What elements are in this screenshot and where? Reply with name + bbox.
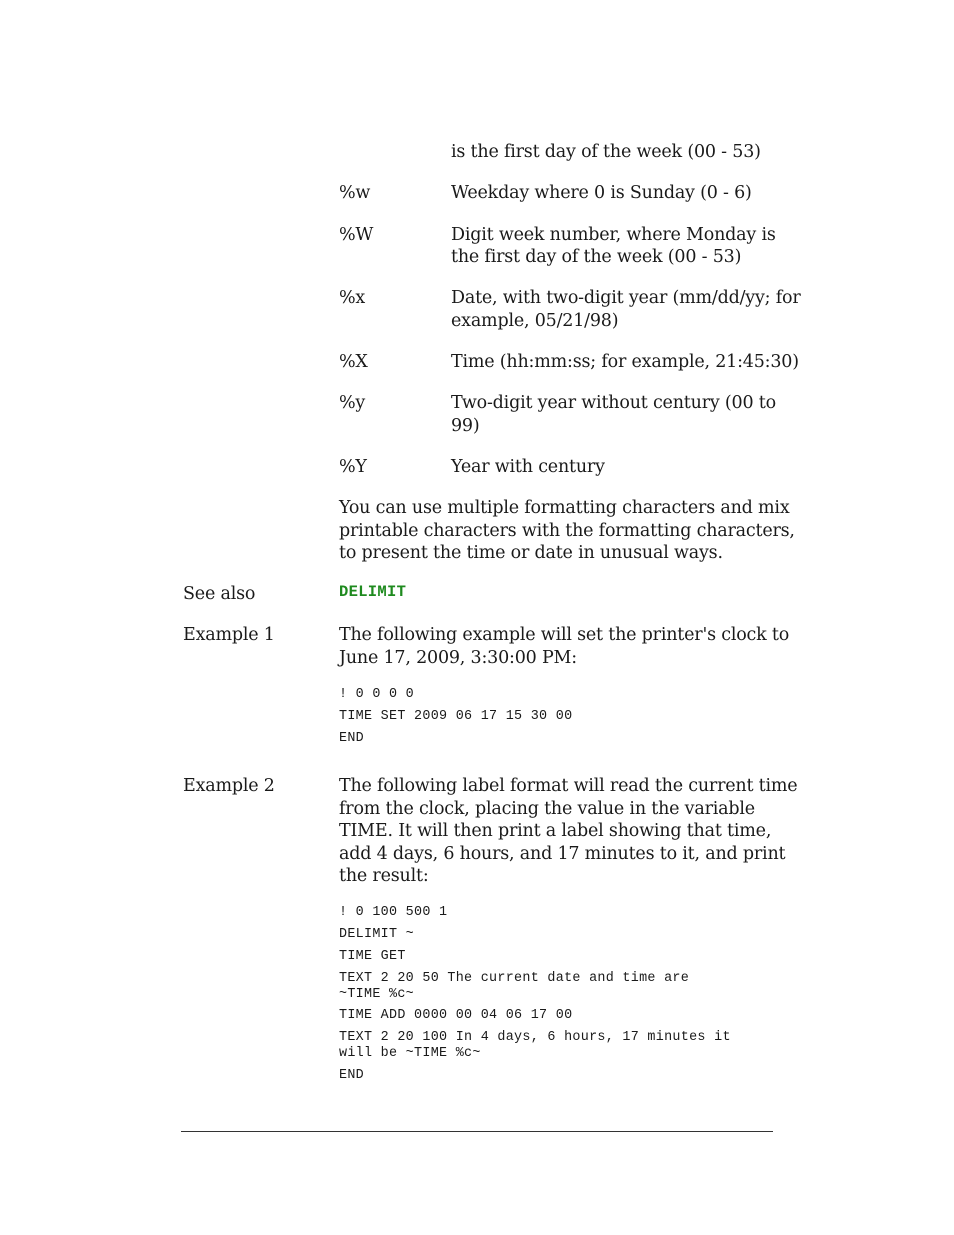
example2-text-line: the result: <box>339 866 429 886</box>
format-desc: Weekday where 0 is Sunday (0 - 6) <box>451 183 752 203</box>
example2-code-line: ! 0 100 500 1 <box>339 905 448 920</box>
body-paragraph-line: to present the time or date in unusual ways. <box>339 543 723 563</box>
format-code: %y <box>339 393 366 413</box>
example1-text-line: June 17, 2009, 3:30:00 PM: <box>339 648 577 668</box>
example1-text-line: The following example will set the printer's clock to <box>339 625 790 645</box>
example2-label: Example 2 <box>183 776 275 796</box>
example1-code-line: TIME SET 2009 06 17 15 30 00 <box>339 709 573 724</box>
example1-label: Example 1 <box>183 625 275 645</box>
format-desc: 99) <box>451 416 480 436</box>
body-paragraph-line: printable characters with the formatting characters, <box>339 521 795 541</box>
example2-text-line: TIME. It will then print a label showing that time, <box>339 821 772 841</box>
format-code: %W <box>339 225 374 245</box>
format-code: %X <box>339 352 368 372</box>
example1-code-line: END <box>339 731 365 746</box>
format-code: %w <box>339 183 371 203</box>
format-desc-continuation: is the first day of the week (00 - 53) <box>451 142 761 162</box>
example2-code-line: END <box>339 1068 365 1083</box>
example2-code-line: will be ~TIME %c~ <box>339 1046 481 1061</box>
example2-code-line: TEXT 2 20 100 In 4 days, 6 hours, 17 minutes it <box>339 1030 731 1045</box>
format-desc: the first day of the week (00 - 53) <box>451 247 742 267</box>
example2-code-line: TEXT 2 20 50 The current date and time are <box>339 971 690 986</box>
example2-code-line: TIME ADD 0000 00 04 06 17 00 <box>339 1008 573 1023</box>
format-desc: example, 05/21/98) <box>451 311 619 331</box>
see-also-label: See also <box>183 584 256 604</box>
format-code: %Y <box>339 457 367 477</box>
example2-code-line: DELIMIT ~ <box>339 927 415 942</box>
example2-code-line: TIME GET <box>339 949 406 964</box>
footer-divider <box>181 1131 773 1132</box>
format-desc: Two-digit year without century (00 to <box>451 393 776 413</box>
format-desc: Date, with two-digit year (mm/dd/yy; for <box>451 288 801 308</box>
format-code: %x <box>339 288 366 308</box>
body-paragraph-line: You can use multiple formatting characters and mix <box>339 498 790 518</box>
format-desc: Year with century <box>451 457 605 477</box>
format-desc: Digit week number, where Monday is <box>451 225 776 245</box>
example2-text-line: The following label format will read the current time <box>339 776 798 796</box>
delimit-link[interactable]: DELIMIT <box>339 583 407 601</box>
example1-code-line: ! 0 0 0 0 <box>339 687 415 702</box>
format-desc: Time (hh:mm:ss; for example, 21:45:30) <box>451 352 799 372</box>
example2-text-line: add 4 days, 6 hours, and 17 minutes to it, and print <box>339 844 786 864</box>
example2-code-line: ~TIME %c~ <box>339 987 415 1002</box>
example2-text-line: from the clock, placing the value in the variable <box>339 799 755 819</box>
